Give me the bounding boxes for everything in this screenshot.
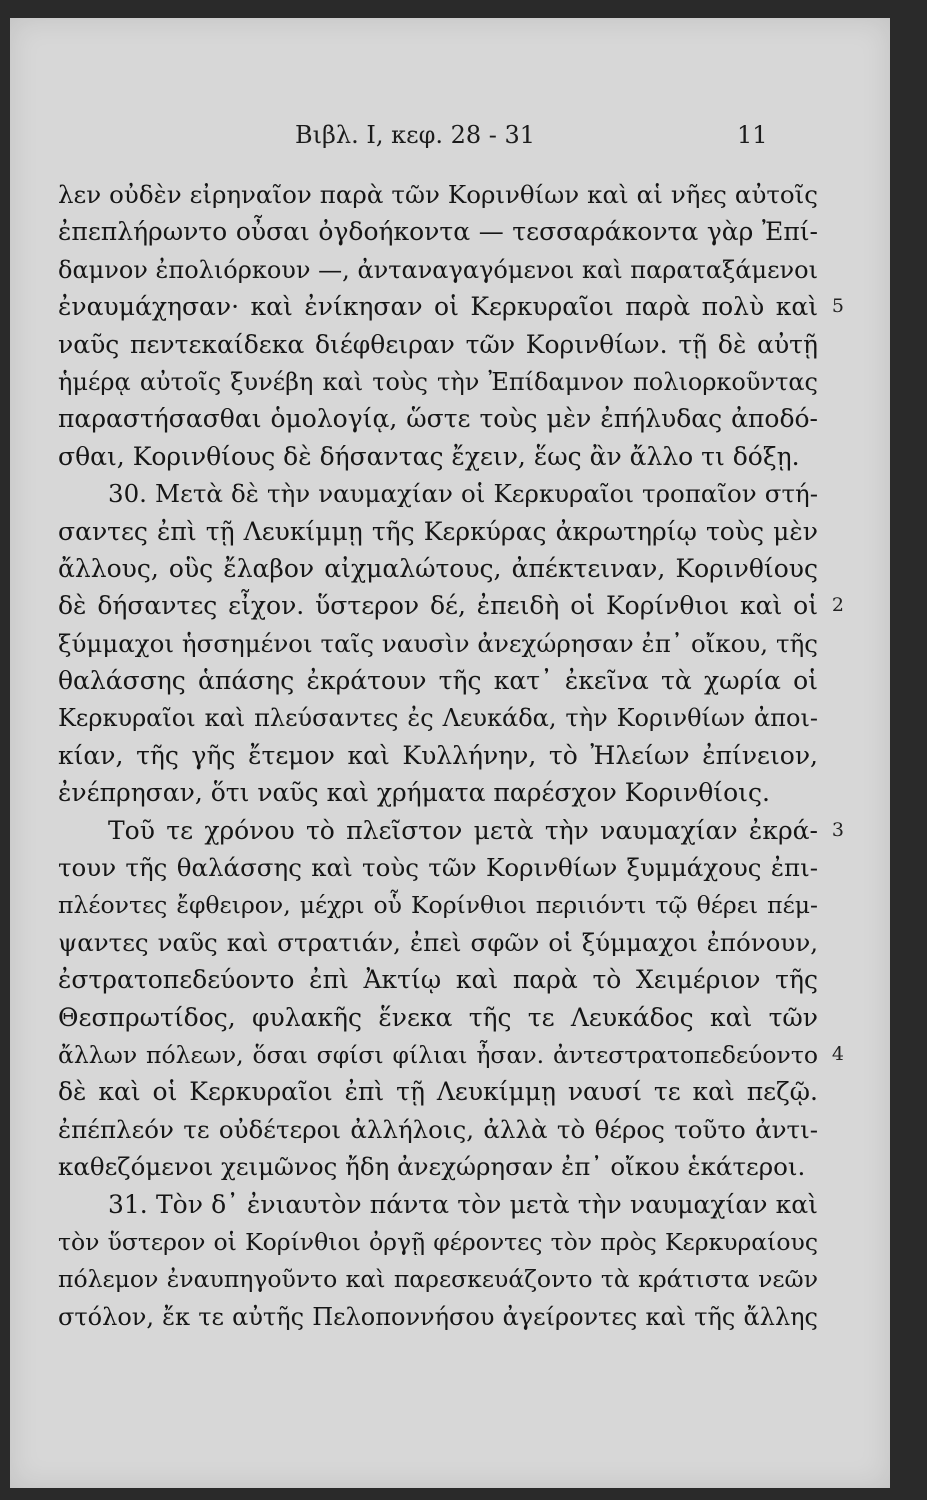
text-line-content: ναῦς πεντεκαίδεκα διέφθειραν τῶν Κορινθίων. τῇ δὲ αὐτῇ	[58, 329, 818, 359]
text-line-content: ἡμέρᾳ αὐτοῖς ξυνέβη καὶ τοὺς τὴν Ἐπίδαμνον πολιορκοῦντας	[58, 367, 818, 396]
text-line-content: ἄλλων πόλεων, ὅσαι σφίσι φίλιαι ἦσαν. ἀντεστρατοπεδεύοντο	[58, 1040, 818, 1069]
text-line	[58, 475, 818, 512]
text-line-content: παραστήσασθαι ὁμολογίᾳ, ὥστε τοὺς μὲν ἐπήλυδας ἀποδό-	[58, 404, 818, 434]
running-head: Βιβλ. I, κεφ. 28 - 31	[295, 121, 536, 149]
text-line-content: ἐπεπλήρωντο οὖσαι ὀγδοήκοντα — τεσσαράκοντα γὰρ Ἐπί-	[58, 217, 818, 247]
text-line-content: σαντες ἐπὶ τῇ Λευκίμμῃ τῆς Κερκύρας ἀκρωτηρίῳ τοὺς μὲν	[58, 516, 818, 546]
text-line	[58, 1298, 818, 1335]
text-line	[58, 961, 818, 998]
text-line	[58, 1223, 818, 1260]
text-line	[58, 438, 818, 475]
text-line	[58, 737, 818, 774]
text-line-content: Κερκυραῖοι καὶ πλεύσαντες ἐς Λευκάδα, τὴν Κορινθίων ἀποι-	[58, 704, 818, 733]
text-line-content: 30. Μετὰ δὲ τὴν ναυμαχίαν οἱ Κερκυραῖοι τροπαῖον στή-	[108, 479, 818, 509]
text-line	[58, 550, 818, 587]
text-line-content: ψαντες ναῦς καὶ στρατιάν, ἐπεὶ σφῶν οἱ ξύμμαχοι ἐπόνουν,	[58, 927, 818, 957]
text-line	[58, 849, 818, 886]
text-line-content: σθαι, Κορινθίους δὲ δήσαντας ἔχειν, ἕως ἂν ἄλλο τι δόξῃ.	[58, 441, 800, 471]
text-line-content: δαμνον ἐπολιόρκουν —, ἀνταναγαγόμενοι καὶ παραταξάμενοι	[58, 255, 818, 284]
text-line	[58, 251, 818, 288]
text-line-content: κίαν, τῆς γῆς ἔτεμον καὶ Κυλλήνην, τὸ Ἠλείων ἐπίνειον,	[58, 740, 818, 770]
text-line	[58, 1036, 844, 1073]
text-line-content: ἐναυμάχησαν· καὶ ἐνίκησαν οἱ Κερκυραῖοι παρὰ πολὺ καὶ	[58, 292, 818, 322]
margin-line-number: 2	[831, 594, 844, 617]
text-line	[58, 662, 818, 699]
text-line-content: δὲ δήσαντες εἶχον. ὕστερον δέ, ἐπειδὴ οἱ Κορίνθιοι καὶ οἱ	[58, 591, 818, 621]
text-line	[58, 1073, 818, 1110]
text-line	[58, 400, 818, 437]
text-line-content: πόλεμον ἐναυπηγοῦντο καὶ παρεσκευάζοντο τὰ κράτιστα νεῶν	[58, 1265, 818, 1294]
text-line-content: ἐστρατοπεδεύοντο ἐπὶ Ἀκτίῳ καὶ παρὰ τὸ Χειμέριον τῆς	[58, 965, 818, 995]
text-line	[58, 326, 818, 363]
text-line-content: δὲ καὶ οἱ Κερκυραῖοι ἐπὶ τῇ Λευκίμμῃ ναυσί τε καὶ πεζῷ.	[58, 1077, 818, 1107]
text-line-content: τὸν ὕστερον οἱ Κορίνθιοι ὀργῇ φέροντες τὸν πρὸς Κερκυραίους	[58, 1227, 818, 1256]
text-line-content: λεν οὐδὲν εἰρηναῖον παρὰ τῶν Κορινθίων καὶ αἱ νῆες αὐτοῖς	[58, 180, 818, 209]
body-text	[58, 176, 844, 1335]
text-line-content: ἄλλους, οὓς ἔλαβον αἰχμαλώτους, ἀπέκτειναν, Κορινθίους	[58, 553, 818, 583]
text-line	[58, 774, 818, 811]
text-line-content: ἐνέπρησαν, ὅτι ναῦς καὶ χρήματα παρέσχον Κορινθίοις.	[58, 778, 770, 808]
margin-line-number: 3	[831, 818, 844, 841]
text-line	[58, 288, 844, 325]
text-line-content: Θεσπρωτίδος, φυλακῆς ἕνεκα τῆς τε Λευκάδος καὶ τῶν	[58, 1002, 818, 1032]
text-line-content: 31. Τὸν δ᾽ ἐνιαυτὸν πάντα τὸν μετὰ τὴν ναυμαχίαν καὶ	[108, 1189, 818, 1219]
text-line	[58, 363, 818, 400]
page-header	[10, 121, 890, 161]
text-line	[58, 213, 818, 250]
text-line-content: πλέοντες ἔφθειρον, μέχρι οὗ Κορίνθιοι περιιόντι τῷ θέρει πέμ-	[58, 891, 818, 920]
text-line	[58, 587, 844, 624]
text-line-content: Τοῦ τε χρόνου τὸ πλεῖστον μετὰ τὴν ναυμαχίαν ἐκρά-	[108, 815, 818, 845]
text-line-content: στόλον, ἔκ τε αὐτῆς Πελοποννήσου ἀγείροντες καὶ τῆς ἄλλης	[58, 1302, 818, 1331]
text-line	[58, 1186, 818, 1223]
margin-line-number: 4	[831, 1042, 844, 1065]
text-line	[58, 924, 818, 961]
text-line	[58, 176, 818, 213]
text-line	[58, 625, 818, 662]
text-line	[58, 999, 818, 1036]
text-line-content: καθεζόμενοι χειμῶνος ἤδη ἀνεχώρησαν ἐπ᾽ οἴκου ἑκάτεροι.	[58, 1152, 806, 1182]
text-line	[58, 1111, 818, 1148]
text-line	[58, 699, 818, 736]
text-line	[58, 513, 818, 550]
text-line	[58, 1148, 818, 1185]
book-page	[10, 18, 890, 1488]
page-number: 11	[737, 121, 768, 149]
text-line-content: τουν τῆς θαλάσσης καὶ τοὺς τῶν Κορινθίων ξυμμάχους ἐπι-	[58, 853, 818, 883]
text-line	[58, 812, 844, 849]
margin-line-number: 5	[831, 295, 844, 318]
text-line	[58, 1260, 818, 1297]
text-line-content: ξύμμαχοι ἡσσημένοι ταῖς ναυσὶν ἀνεχώρησαν ἐπ᾽ οἴκου, τῆς	[58, 628, 818, 658]
text-line-content: θαλάσσης ἁπάσης ἐκράτουν τῆς κατ᾽ ἐκεῖνα τὰ χωρία οἱ	[58, 666, 818, 696]
text-line-content: ἐπέπλεόν τε οὐδέτεροι ἀλλήλοις, ἀλλὰ τὸ θέρος τοῦτο ἀντι-	[58, 1114, 818, 1144]
text-line	[58, 886, 818, 923]
